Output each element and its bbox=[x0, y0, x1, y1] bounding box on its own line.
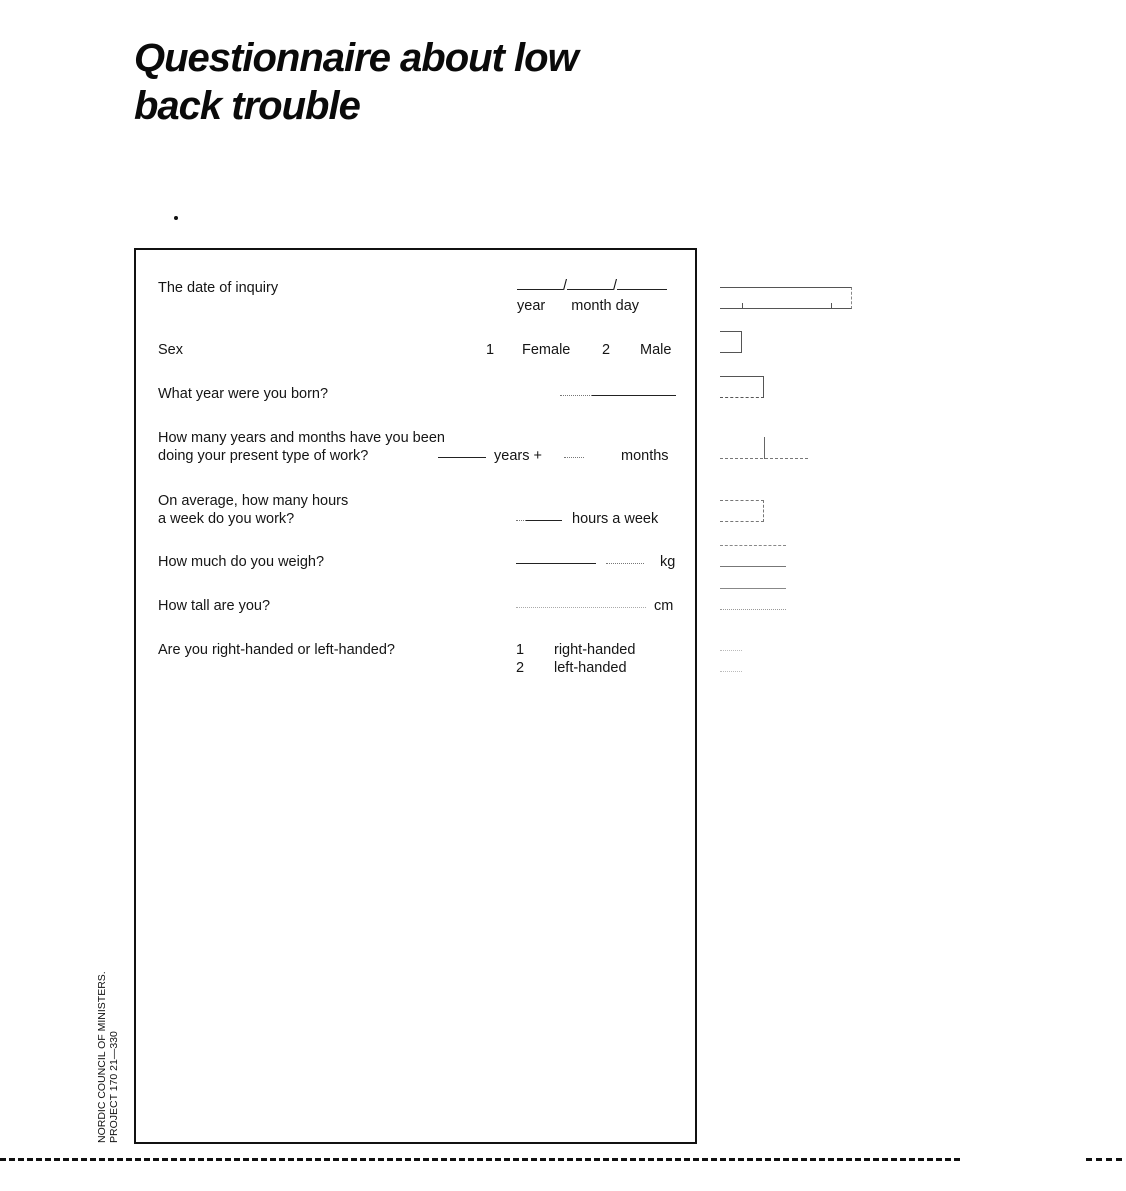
code-box-height bbox=[720, 588, 786, 610]
handedness-option-right[interactable]: 1 bbox=[516, 642, 525, 658]
code-box-weight bbox=[720, 545, 786, 567]
date-day-label: day bbox=[615, 298, 640, 314]
hours-input[interactable] bbox=[516, 509, 562, 526]
height-unit: cm bbox=[654, 598, 674, 614]
question-handedness-label: Are you right-handed or left-handed? bbox=[158, 642, 395, 658]
question-hours-label-1: On average, how many hours bbox=[158, 493, 349, 509]
handedness-option-right-label: right-handed bbox=[554, 642, 636, 658]
question-height-label: How tall are you? bbox=[158, 598, 271, 614]
question-date-label: The date of inquiry bbox=[158, 280, 279, 296]
question-sex-label: Sex bbox=[158, 342, 183, 358]
code-box-date-ticks bbox=[742, 303, 832, 309]
document-title bbox=[134, 34, 694, 130]
bullet-dot bbox=[174, 216, 178, 220]
question-weight-label: How much do you weigh? bbox=[158, 554, 325, 570]
birth-year-input[interactable] bbox=[560, 384, 676, 401]
code-box-hours bbox=[720, 500, 764, 522]
height-input[interactable] bbox=[516, 596, 646, 613]
question-work-duration-label-1: How many years and months have you been bbox=[158, 430, 445, 446]
code-box-birth-year bbox=[720, 376, 764, 398]
publisher-note bbox=[96, 971, 120, 1143]
work-years-unit: years + bbox=[494, 448, 542, 464]
date-month-label: month bbox=[571, 298, 612, 314]
date-year-label: year bbox=[517, 298, 546, 314]
question-hours-label-2: a week do you work? bbox=[158, 511, 295, 527]
cut-line-end bbox=[1086, 1158, 1122, 1161]
code-box-work-divider bbox=[764, 437, 765, 459]
cut-line bbox=[0, 1158, 960, 1161]
work-months-input[interactable] bbox=[564, 446, 584, 463]
code-box-handedness bbox=[720, 650, 742, 672]
handedness-option-left-label: left-handed bbox=[554, 660, 627, 676]
sex-option-female-label: Female bbox=[522, 342, 571, 358]
title-line-2: back trouble bbox=[134, 84, 360, 128]
hours-unit: hours a week bbox=[572, 511, 659, 527]
handedness-option-left[interactable]: 2 bbox=[516, 660, 525, 676]
work-months-unit: months bbox=[621, 448, 669, 464]
publisher-line-2: PROJECT 170 21—330 bbox=[108, 1031, 120, 1143]
date-sublabels bbox=[517, 298, 639, 315]
code-box-sex bbox=[720, 331, 742, 353]
questionnaire-form bbox=[134, 248, 697, 1144]
publisher-line-1: NORDIC COUNCIL OF MINISTERS. bbox=[96, 971, 108, 1143]
sex-option-male-label: Male bbox=[640, 342, 672, 358]
work-years-input[interactable] bbox=[438, 446, 486, 463]
weight-input[interactable] bbox=[516, 552, 644, 569]
question-work-duration-label-2: doing your present type of work? bbox=[158, 448, 369, 464]
question-birth-year-label: What year were you born? bbox=[158, 386, 329, 402]
title-line-1: Questionnaire about low bbox=[134, 36, 578, 80]
sex-option-male[interactable]: 2 bbox=[602, 342, 611, 358]
weight-unit: kg bbox=[660, 554, 676, 570]
sex-option-female[interactable]: 1 bbox=[486, 342, 495, 358]
date-input[interactable]: / / bbox=[517, 278, 687, 295]
